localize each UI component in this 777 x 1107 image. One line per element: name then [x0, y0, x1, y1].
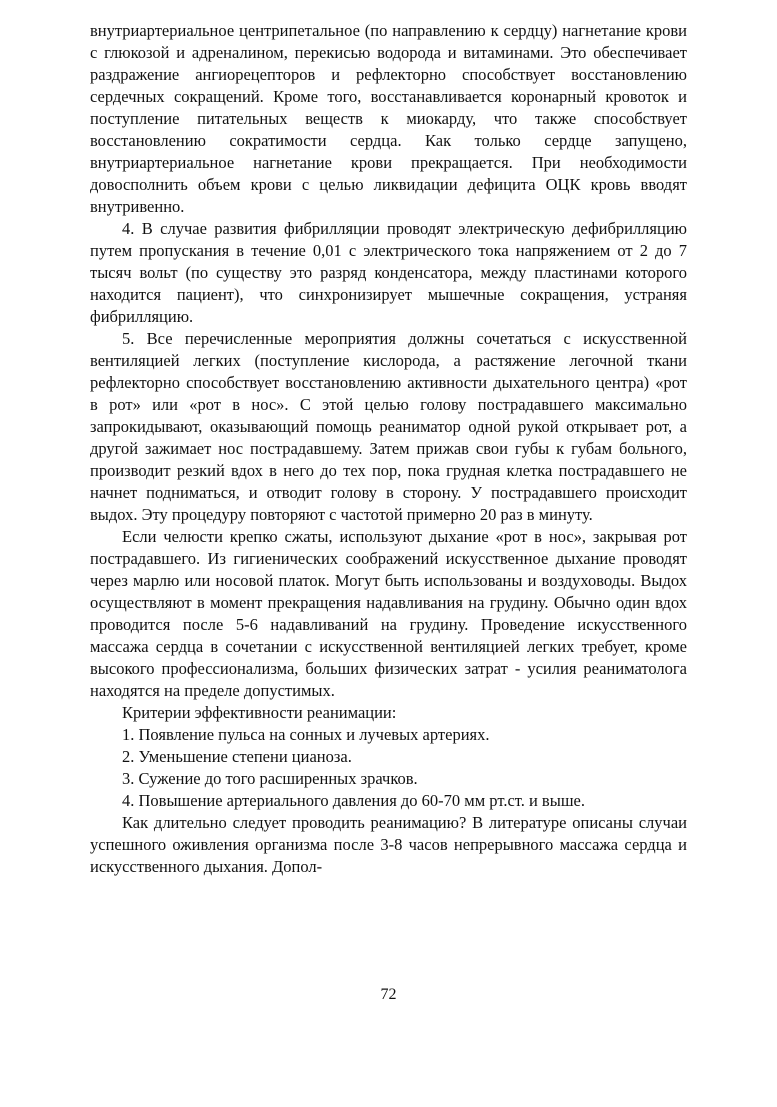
- criteria-list: [90, 724, 687, 812]
- criteria-item-pulse: 1. Появление пульса на сонных и лучевых артериях.: [122, 725, 490, 744]
- criteria-item-pressure: 4. Повышение артериального давления до 60-70 мм рт.ст. и выше.: [122, 791, 585, 810]
- paragraph-ventilation: 5. Все перечисленные мероприятия должны сочетаться с искусственной вентиляцией легких (поступление кислорода, а растяжение легочной ткани рефлекторно способствует восстановлению активности дыхательного центра) «рот в рот» или «рот в нос». С этой целью голову пострадавшего максимально запрокидывают, оказывающий помощь реаниматор одной рукой открывает рот, а другой зажимает нос пострадавшему. Затем прижав свои губы к губам больного, производит резкий вдох в него до тех пор, пока грудная клетка пострадавшего не начнет подниматься, и отводит голову в сторону. У пострадавшего происходит выдох. Эту процедуру повторяют с частотой примерно 20 раз в минуту.: [90, 329, 687, 524]
- paragraph-mouth-to-nose: Если челюсти крепко сжаты, используют дыхание «рот в нос», закрывая рот пострадавшего. Из гигиенических соображений искусственное дыхание проводят через марлю или носовой платок. Могут быть использованы и воздуховоды. Выдох осуществляют в момент прекращения надавливания на грудину. Обычно один вдох проводится после 5-6 надавливаний на грудину. Проведение искусственного массажа сердца в сочетании с искусственной вентиляцией легких требует, кроме высокого профессионализма, больших физических затрат - усилия реаниматолога находятся на пределе допустимых.: [90, 527, 687, 700]
- page-body: [90, 20, 687, 878]
- criteria-heading: Критерии эффективности реанимации:: [122, 703, 397, 722]
- paragraph-defibrillation: 4. В случае развития фибрилляции проводят электрическую дефибрилляцию путем пропускания в течение 0,01 с электрического тока напряжением от 2 до 7 тысяч вольт (по существу это разряд конденсатора, между пластинами которого находится пациент), что синхронизирует мышечные сокращения, устраняя фибрилляцию.: [90, 219, 687, 326]
- paragraph-continuation: внутриартериальное центрипетальное (по направлению к сердцу) нагнетание крови с глюкозой и адреналином, перекисью водорода и витаминами. Это обеспечивает раздражение ангиорецепторов и рефлекторно способствует восстановлению сердечных сокращений. Кроме того, восстанавливается коронарный кровоток и поступление питательных веществ к миокарду, что также способствует восстановлению сократимости сердца. Как только сердце запущено, внутриартериальное нагнетание крови прекращается. При необходимости довосполнить объем крови с целью ликвидации дефицита ОЦК кровь вводят внутривенно.: [90, 21, 687, 216]
- page-number: 72: [380, 986, 397, 1003]
- criteria-item-pupils: 3. Сужение до того расширенных зрачков.: [122, 769, 418, 788]
- paragraph-duration: Как длительно следует проводить реанимацию? В литературе описаны случаи успешного оживления организма после 3-8 часов непрерывного массажа сердца и искусственного дыхания. Допол-: [90, 813, 687, 876]
- criteria-item-cyanosis: 2. Уменьшение степени цианоза.: [122, 747, 352, 766]
